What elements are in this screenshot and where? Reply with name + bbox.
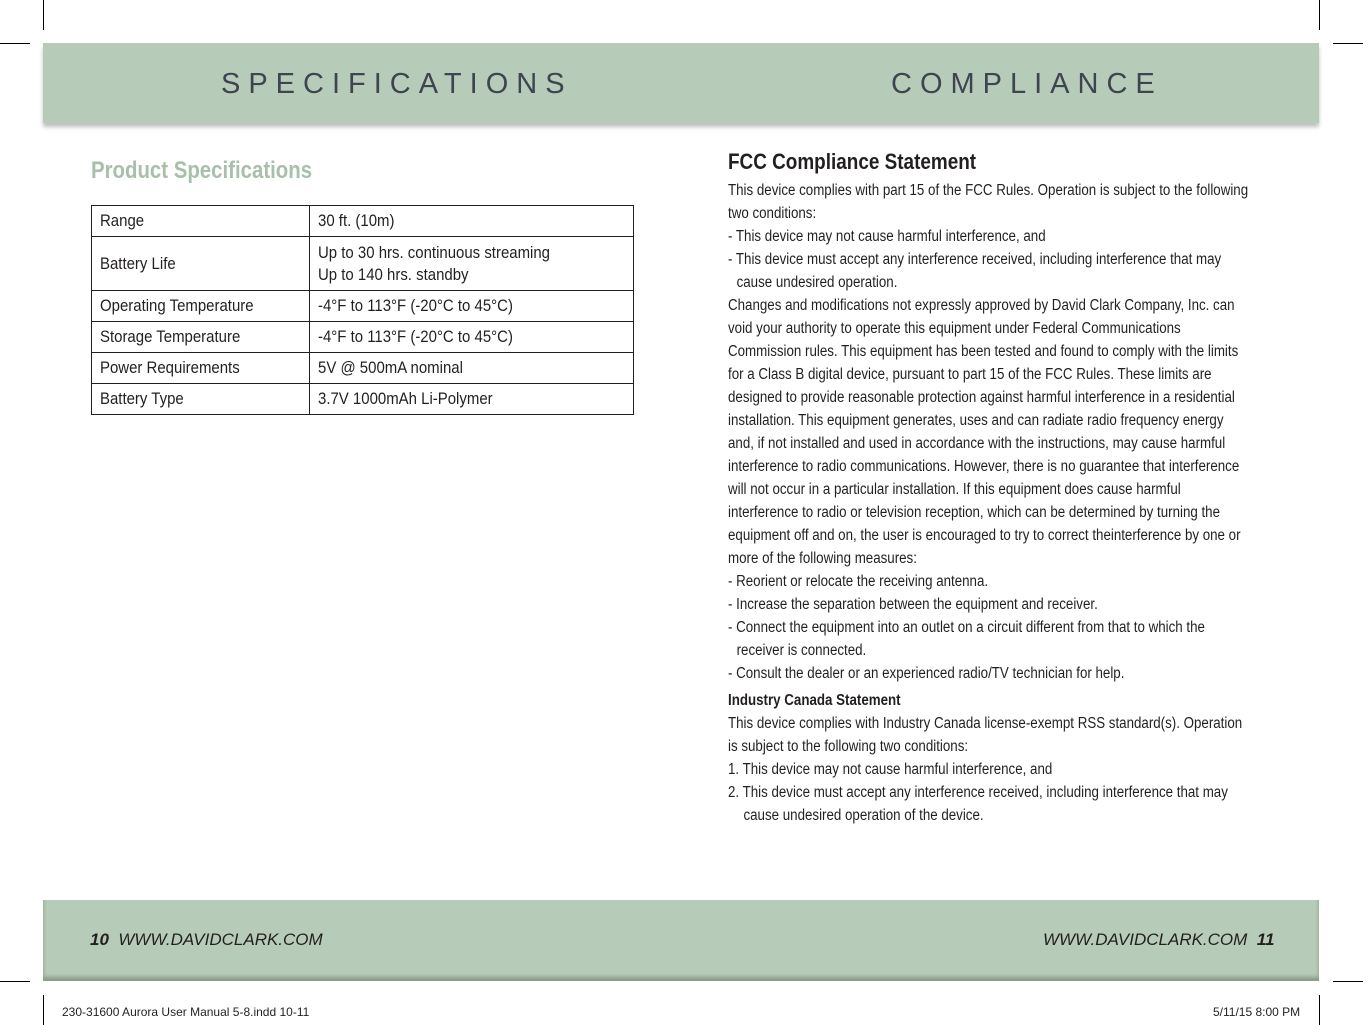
crop-mark [0, 43, 30, 44]
page-number-right: 11 [1256, 930, 1275, 949]
spec-value-line2: Up to 140 hrs. standby [318, 264, 469, 284]
fcc-line: - Consult the dealer or an experienced radio/TV technician for help. [728, 665, 1125, 682]
fcc-line: designed to provide reasonable protection against harmful interference in a residential [728, 389, 1235, 406]
spec-value: 5V @ 500mA nominal [318, 358, 463, 377]
spec-value: 3.7V 1000mAh Li-Polymer [318, 389, 493, 408]
table-row [92, 291, 634, 322]
table-row [92, 237, 634, 291]
fcc-line: for a Class B digital device, pursuant to part 15 of the FCC Rules. These limits are [728, 366, 1212, 383]
ic-line: This device complies with Industry Canada license-exempt RSS standard(s). Operation [728, 715, 1243, 732]
crop-mark [1333, 43, 1363, 44]
ic-line: cause undesired operation of the device. [743, 807, 984, 824]
ic-line: 2. This device must accept any interference received, including interference that may [728, 784, 1228, 801]
footer-url-right: WWW.DAVIDCLARK.COM [1043, 930, 1248, 949]
fcc-statement-title: FCC Compliance Statement [728, 149, 977, 174]
fcc-line: installation. This equipment generates, uses and can radiate radio frequency energy [728, 412, 1224, 429]
specifications-table [91, 205, 634, 415]
table-row [92, 206, 634, 237]
fcc-line: Commission rules. This equipment has been tested and found to comply with the limits [728, 343, 1239, 360]
crop-mark [1333, 981, 1363, 982]
crop-mark [0, 981, 30, 982]
fcc-line: cause undesired operation. [736, 274, 898, 291]
fcc-line: - This device must accept any interference received, including interference that may [728, 251, 1222, 268]
page-number-left: 10 [90, 930, 109, 949]
fcc-line: - Reorient or relocate the receiving antenna. [728, 573, 989, 590]
compliance-title: COMPLIANCE [891, 68, 1163, 100]
crop-mark [43, 0, 44, 30]
spec-label: Power Requirements [100, 358, 240, 377]
footer-url-left: WWW.DAVIDCLARK.COM [118, 930, 323, 949]
spec-value: -4°F to 113°F (-20°C to 45°C) [318, 296, 513, 315]
fcc-line: interference to radio or television reception, which can be determined by turning the [728, 504, 1221, 521]
fcc-line: - Connect the equipment into an outlet on a circuit different from that to which the [728, 619, 1205, 636]
fcc-line: interference to radio communications. However, there is no guarantee that interference [728, 458, 1240, 475]
fcc-line: equipment off and on, the user is encouraged to try to correct theinterference by one or [728, 527, 1241, 544]
fcc-line: will not occur in a particular installation. If this equipment does cause harmful [728, 481, 1181, 498]
spec-value: 30 ft. (10m) [318, 211, 395, 230]
crop-mark [1319, 995, 1320, 1025]
fcc-line: more of the following measures: [728, 550, 917, 567]
table-row [92, 353, 634, 384]
slug-filename: 230-31600 Aurora User Manual 5-8.indd 10-11 [62, 1005, 310, 1019]
fcc-line: - Increase the separation between the equipment and receiver. [728, 596, 1098, 613]
industry-canada-title: Industry Canada Statement [728, 692, 901, 709]
spec-label: Battery Type [100, 389, 184, 408]
fcc-line: void your authority to operate this equipment under Federal Communications [728, 320, 1181, 337]
spec-value: -4°F to 113°F (-20°C to 45°C) [318, 327, 513, 346]
table-row [92, 322, 634, 353]
footer-left [90, 930, 323, 950]
spec-label: Range [100, 211, 145, 230]
specifications-title: SPECIFICATIONS [221, 68, 573, 100]
spec-label: Operating Temperature [100, 296, 254, 315]
fcc-line: and, if not installed and used in accordance with the instructions, may cause harmful [728, 435, 1226, 452]
crop-mark [1319, 0, 1320, 30]
spec-label: Storage Temperature [100, 327, 241, 346]
spec-value: Up to 30 hrs. continuous streaming [318, 242, 551, 262]
crop-mark [43, 995, 44, 1025]
fcc-line: Changes and modifications not expressly approved by David Clark Company, Inc. can [728, 297, 1235, 314]
footer-right [1043, 930, 1274, 950]
spec-label: Battery Life [100, 253, 176, 273]
fcc-line: two conditions: [728, 205, 817, 222]
compliance-column [728, 149, 1261, 827]
table-row [92, 384, 634, 415]
slug-date: 5/11/15 8:00 PM [1213, 1005, 1301, 1019]
fcc-line: receiver is connected. [736, 642, 867, 659]
fcc-line: This device complies with part 15 of the FCC Rules. Operation is subject to the following [728, 182, 1249, 199]
ic-line: 1. This device may not cause harmful interference, and [728, 761, 1053, 778]
fcc-line: - This device may not cause harmful interference, and [728, 228, 1046, 245]
product-specifications-heading: Product Specifications [91, 157, 313, 184]
ic-line: is subject to the following two conditions: [728, 738, 969, 755]
